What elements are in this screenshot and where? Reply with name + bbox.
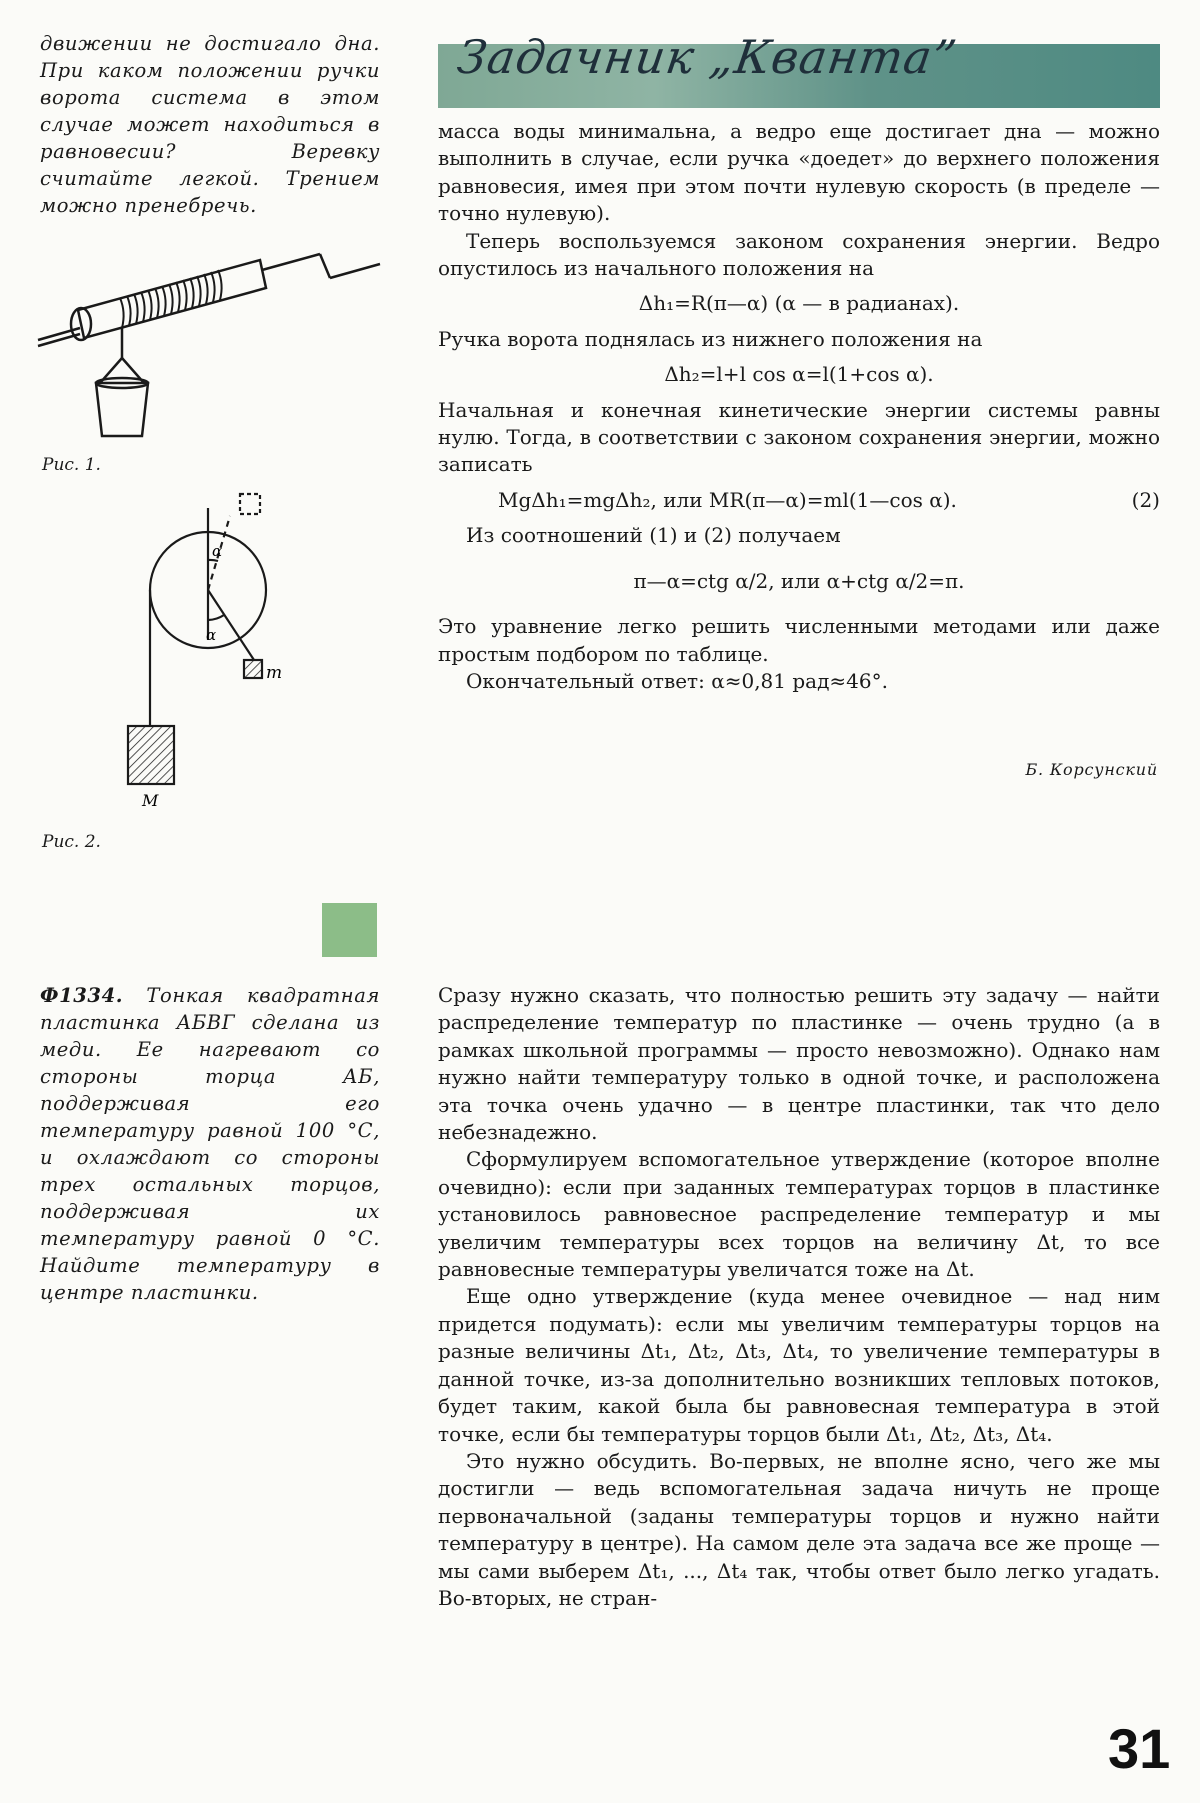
page-number: 31 [1108, 1717, 1171, 1780]
formula-1: Δh₁=R(π—α) (α — в радианах). [638, 291, 960, 316]
solution2-column [438, 982, 1160, 1612]
solution-p7: Окончательный ответ: α≈0,81 рад≈46°. [466, 668, 888, 693]
formula-3-row [438, 487, 1160, 514]
formula-2: Δh₂=l+l cos α=l(1+cos α). [664, 362, 934, 387]
solution-p4: Начальная и конечная кинетические энергии системы равны нулю. Тогда, в соответствии с законом сохранения энергии, можно записать [438, 397, 1160, 477]
author: Б. Корсунский [1025, 760, 1158, 779]
M-label: M [142, 791, 159, 810]
section-title: Задачник „Кванта” [454, 30, 961, 84]
problem-continuation: движении не достигало дна. При каком положении ручки ворота система в этом случае может находиться в равновесии? Веревку считайте легкой. Трением можно пренебречь. [40, 32, 380, 217]
solution2-p4: Это нужно обсудить. Во-первых, не вполне ясно, чего же мы достигли — ведь вспомогательная задача ничуть не проще первоначальной (заданы температуры торцов и нужно найти температуру в центре). На самом деле эта задача все же проще — мы сами выберем Δt₁, ..., Δt₄ так, чтобы ответ было легко угадать. Во-вторых, не стран- [438, 1448, 1160, 1610]
solution-p3: Ручка ворота поднялась из нижнего положения на [438, 326, 983, 351]
solution-p1: масса воды минимальна, а ведро еще достигает дна — можно выполнить в случае, если ручка «доедет» до верхнего положения равновесия, имея при этом почти нулевую скорость (в пределе — точно нулевую). [438, 119, 1160, 226]
solution2-p3: Еще одно утверждение (куда менее очевидное — над ним придется подумать): если мы увеличим температуры торцов на разные величины Δt₁, Δt₂, Δt₃, Δt₄, то увеличение температуры в данной точке, из-за дополнительно возникших тепловых потоков, будет таким, какой была бы равновесная температура в этой точке, если бы температуры торцов были Δt₁, Δt₂, Δt₃, Δt₄. [438, 1284, 1160, 1446]
solution-p5: Из соотношений (1) и (2) получаем [466, 523, 841, 548]
solution-p6: Это уравнение легко решить численными методами или даже простым подбором по таблице. [438, 614, 1160, 666]
solution-p2: Теперь воспользуемся законом сохранения энергии. Ведро опустилось из начального положения на [438, 228, 1160, 281]
m-label: m [266, 663, 283, 683]
figure-1-caption: Рис. 1. [42, 455, 101, 475]
problem-id: Ф1334. [40, 984, 124, 1007]
solution2-p1: Сразу нужно сказать, что полностью решить эту задачу — найти распределение температур по пластинке — очень трудно (а в рамках школьной программы — просто невозможно). Однако нам нужно найти температуру только в одной точке, и расположена эта точка очень удачно — в центре пластинки, так что дело небезнадежно. [438, 983, 1160, 1145]
formula-4: π—α=ctg α/2, или α+ctg α/2=π. [633, 568, 965, 593]
formula-3: MgΔh₁=mgΔh₂, или MR(π—α)=ml(1—cos α). [498, 487, 957, 512]
problem-text: Тонкая квадратная пластинка АБВГ сделана из меди. Ее нагревают со стороны торца АБ, поддерживая его температуру равной 100 °С, и охлаждают со стороны трех остальных торцов, поддерживая их температуру равной 0 °С. Найдите температуру в центре пластинки. [40, 984, 380, 1304]
problem-f1334 [40, 982, 380, 1306]
figure-2-caption: Рис. 2. [42, 832, 101, 852]
alpha-bottom-label: α [206, 626, 217, 644]
solution2-p2: Сформулируем вспомогательное утверждение (которое вполне очевидно): если при заданных температурах торцов в пластинке установилось равновесное распределение температур и мы увеличим температуры всех торцов на величину Δt, то все равновесные температуры увеличатся тоже на Δt. [438, 1147, 1160, 1282]
alpha-top-label: α [212, 542, 223, 560]
decorative-green-square [322, 903, 377, 957]
figure-1-windlass [30, 248, 390, 448]
formula-3-number: (2) [1131, 487, 1160, 512]
solution-column [438, 118, 1160, 695]
figure-2-pulley [120, 488, 320, 818]
